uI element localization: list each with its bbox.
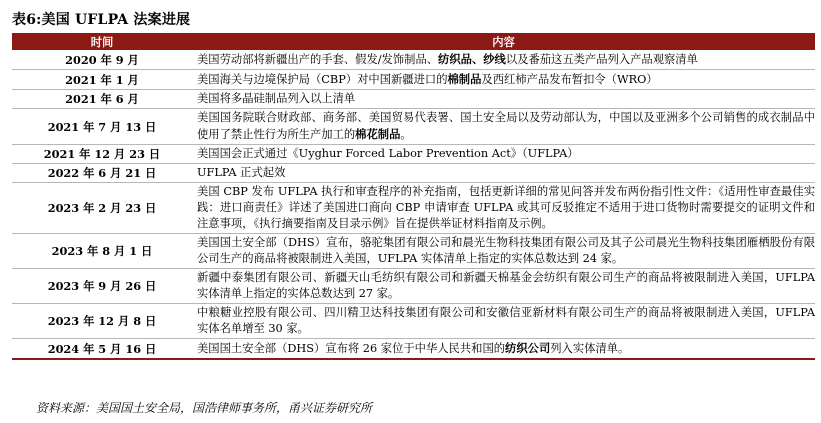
row-content [192,90,815,109]
table-row [12,304,815,339]
row-date: 2023 年 2 月 23 日 [12,183,192,234]
content-text: 中粮糖业控股有限公司、四川精卫达科技集团有限公司和安徽信亚新材料有限公司生产的商品将被限制进入美国，UFLPA 实体名单增至 30 家。 [197,306,815,335]
row-date: 2024 年 5 月 16 日 [12,339,192,360]
row-content [192,304,815,339]
row-date: 2020 年 9 月 [12,50,192,70]
content-text: 美国国务院联合财政部、商务部、美国贸易代表署、国土安全局以及劳动部认为，中国以及亚洲多个公司销售的成衣制品中使用了禁止性行为所生产加工的 [197,111,815,141]
row-content [192,109,815,145]
table-row [12,70,815,90]
row-date: 2022 年 6 月 21 日 [12,164,192,183]
table-row [12,164,815,183]
row-content [192,234,815,269]
content-highlight: 纺织品、纱线 [438,52,506,66]
row-date: 2023 年 8 月 1 日 [12,234,192,269]
row-content [192,145,815,164]
table-title: 表6:美国 UFLPA 法案进展 [12,12,191,28]
row-date: 2021 年 7 月 13 日 [12,109,192,145]
table-row [12,269,815,304]
content-highlight: 棉花制品 [355,127,401,141]
content-text: 美国劳动部将新疆出产的手套、假发/发饰制品、 [197,53,439,66]
header-time: 时间 [90,34,114,49]
content-text: 以及番茄这五类产品列入产品观察清单 [505,53,698,66]
table-row [12,339,815,360]
content-text: 及西红柿产品发布暂扣令（WRO） [481,73,658,86]
content-text: 。 [400,128,412,141]
row-content [192,339,815,360]
row-date: 2023 年 12 月 8 日 [12,304,192,339]
content-text: 美国 CBP 发布 UFLPA 执行和审查程序的补充指南，包括更新详细的常见问答并发布两份指引性文件：《适用性审查最佳实践：进口商责任》详述了美国进口商向 CBP 申请审查 UFLPA 或其可反驳推定不适用于进口货物时需要提交的证明文件和注意事项，《执行摘要指南及目录示例》旨在提供举证材料指南及示例。 [197,185,815,230]
row-content [192,70,815,90]
row-date: 2021 年 6 月 [12,90,192,109]
row-content [192,164,815,183]
row-content [192,269,815,304]
content-text: UFLPA 正式起效 [197,166,286,179]
row-date: 2023 年 9 月 26 日 [12,269,192,304]
content-text: 新疆中泰集团有限公司、新疆天山毛纺织有限公司和新疆天棉基金会纺织有限公司生产的商品将被限制进入美国，UFLPA 实体清单上指定的实体总数达到 27 家。 [197,271,815,300]
uflpa-progress-table [12,33,815,360]
header-content: 内容 [492,34,515,49]
content-highlight: 纺织公司 [505,341,551,355]
content-text: 美国海关与边境保护局（CBP）对中国新疆进口的 [197,73,448,86]
row-date: 2021 年 1 月 [12,70,192,90]
table-row [12,109,815,145]
row-content [192,183,815,234]
content-text: 美国国土安全部（DHS）宣布，骆驼集团有限公司和晨光生物科技集团有限公司及其子公司晨光生物科技集团雁栖股份有限公司生产的商品将被限制进入美国，UFLPA 实体清单上指定的实体总数达到 24 家。 [197,236,815,265]
content-highlight: 棉制品 [447,72,482,86]
table-body [12,50,815,359]
table-header-row [12,33,815,50]
row-content [192,50,815,70]
source-note: 资料来源：美国国土安全局，国浩律师事务所，甬兴证券研究所 [36,401,373,415]
table-row [12,183,815,234]
content-text: 美国将多晶硅制品列入以上清单 [197,92,356,105]
content-text: 列入实体清单。 [550,342,630,355]
table-row [12,90,815,109]
row-date: 2021 年 12 月 23 日 [12,145,192,164]
content-text: 美国国土安全部（DHS）宣布将 26 家位于中华人民共和国的 [197,342,506,355]
table-row [12,50,815,70]
table-row [12,145,815,164]
content-text: 美国国会正式通过《Uyghur Forced Labor Prevention Act》（UFLPA） [197,147,579,160]
table-row [12,234,815,269]
